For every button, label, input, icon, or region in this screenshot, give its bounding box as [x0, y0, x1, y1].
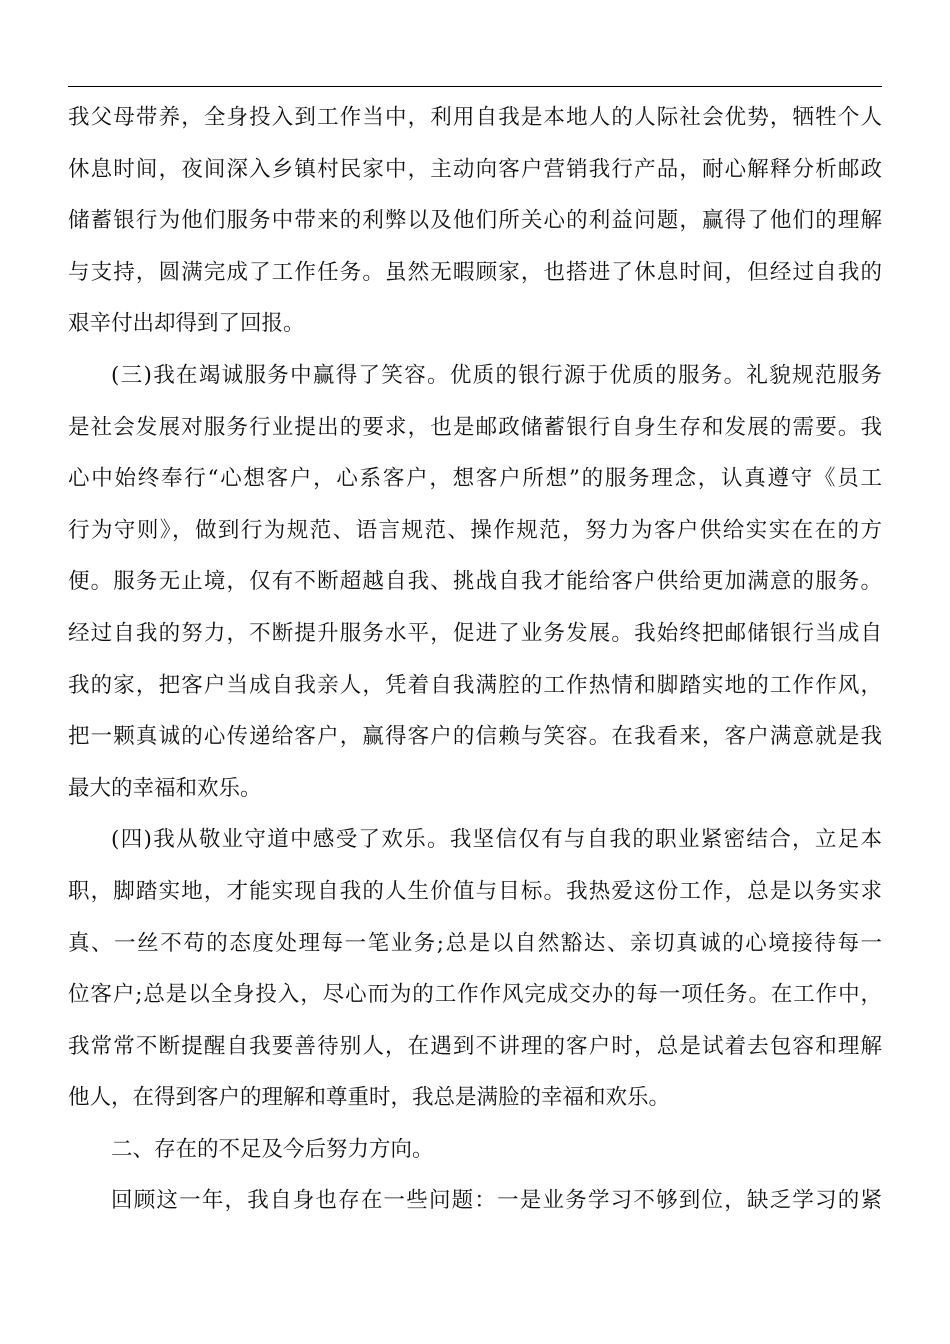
text-line: 我的家，把客户当成自我亲人，凭着自我满腔的工作热情和脚踏实地的工作作风，: [68, 672, 882, 698]
header-rule: [68, 86, 882, 87]
paragraph-start-line: 回顾这一年，我自身也存在一些问题：一是业务学习不够到位，缺乏学习的紧: [111, 1188, 882, 1214]
text-line: 心中始终奉行“心想客户，心系客户，想客户所想”的服务理念，认真遵守《员工: [68, 466, 882, 492]
text-line: 我常常不断提醒自我要善待别人，在遇到不讲理的客户时，总是试着去包容和理解: [68, 1033, 882, 1059]
text-line: 艰辛付出却得到了回报。: [68, 311, 305, 337]
text-line: 职，脚踏实地，才能实现自我的人生价值与目标。我热爱这份工作，总是以务实求: [68, 878, 882, 904]
text-line: 位客户;总是以全身投入，尽心而为的工作作风完成交办的每一项任务。在工作中，: [68, 982, 882, 1008]
text-line: 储蓄银行为他们服务中带来的利弊以及他们所关心的利益问题，赢得了他们的理解: [68, 208, 882, 234]
text-line: 与支持，圆满完成了工作任务。虽然无暇顾家，也搭进了休息时间，但经过自我的: [68, 259, 882, 285]
text-line: 把一颗真诚的心传递给客户，赢得客户的信赖与笑容。在我看来，客户满意就是我: [68, 724, 882, 750]
paragraph-start-line: (三)我在竭诚服务中赢得了笑容。优质的银行源于优质的服务。礼貌规范服务: [111, 362, 882, 388]
section-heading: 二、存在的不足及今后努力方向。: [111, 1136, 434, 1162]
paragraph-start-line: (四)我从敬业守道中感受了欢乐。我坚信仅有与自我的职业紧密结合，立足本: [111, 827, 882, 853]
text-line: 休息时间，夜间深入乡镇村民家中，主动向客户营销我行产品，耐心解释分析邮政: [68, 156, 882, 182]
text-line: 最大的幸福和欢乐。: [68, 775, 262, 801]
text-line: 真、一丝不苟的态度处理每一笔业务;总是以自然豁达、亲切真诚的心境接待每一: [68, 930, 882, 956]
text-line: 我父母带养，全身投入到工作当中，利用自我是本地人的人际社会优势，牺牲个人: [68, 105, 882, 130]
text-line: 是社会发展对服务行业提出的要求，也是邮政储蓄银行自身生存和发展的需要。我: [68, 414, 882, 440]
text-line: 行为守则》，做到行为规范、语言规范、操作规范，努力为客户供给实实在在的方: [68, 517, 882, 543]
text-line: 便。服务无止境，仅有不断超越自我、挑战自我才能给客户供给更加满意的服务。: [68, 569, 882, 595]
text-line: 经过自我的努力，不断提升服务水平，促进了业务发展。我始终把邮储银行当成自: [68, 620, 882, 646]
text-line: 他人，在得到客户的理解和尊重时，我总是满脸的幸福和欢乐。: [68, 1085, 671, 1111]
body-text: [68, 92, 882, 1227]
